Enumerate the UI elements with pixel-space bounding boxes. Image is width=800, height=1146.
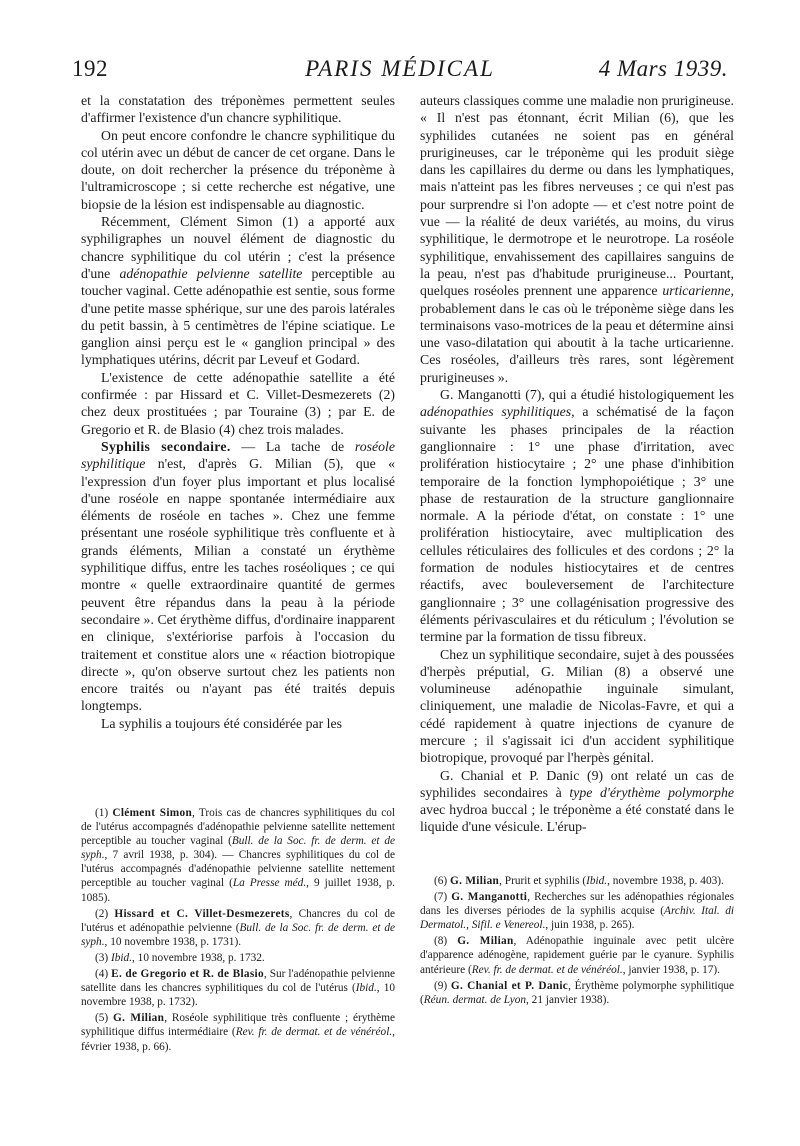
text-run: n'est, d'après G. Milian (5), que « l'expression d'un foyer plus important et plus localisé d'une roséole en nappe spontanée intermédiaire aux éléments de roséole en taches ». Chez une femme présentant une roséole syphilitique très confluente et à grands éléments, Milian a constaté un érythème syphilitique diffus, entre les taches roséoliques ; ce qui montre « quelle extraordinaire quantité de germes peuvent être répandus dans la peau à la période secondaire ». Cet érythème diffus, d'ordinaire inapparent en clinique, s'extériorise parfois à l'occasion du traitement et constitue alors une « réaction biotropique directe », qu'on observe surtout chez les patients non encore traités ou n'ayant pas été traités depuis longtemps. [81, 456, 395, 714]
text-run: , a schématisé de la façon suivante les phases principales de la réaction ganglionnaire : 1° une phase d'irritation, avec prolifération histiocytaire ; 2° une phase d'inhibition temporaire de la fonction lymphopoiétique ; 3° une phase de restauration de la structure ganglionnaire normale. A la période d'état, on constate : 1° une prolifération histiocytaire, avec multiplication des cellules réticulaires des follicules et des cordons ; 2° la formation de nodules histiocytaires et de centres réactifs, avec bouleversement de l'architecture ganglionnaire ; 3° une collagénisation progressive des éléments périvasculaires et du réticulum ; l'évolution se termine par la formation de tissu fibreux. [420, 404, 734, 645]
text-run: La syphilis a toujours été considérée par les [101, 715, 342, 731]
section-heading: Syphilis secondaire. [101, 438, 231, 454]
footnote [420, 934, 734, 976]
text-run: , probablement dans le cas où le tréponème siège dans les terminaisons vaso-motrices de la peau et détermine ainsi une vaso-dilatation qui aboutit à la tache urticarienne. Ces roséoles, d'ailleurs très rares, sont légèrement prurigineuses ». [420, 283, 734, 385]
issue-date: 4 Mars 1939. [598, 56, 728, 81]
source-title: Ibid. [586, 875, 608, 887]
author-name: G. Milian [450, 875, 500, 887]
source-title: Réun. dermat. de Lyon [423, 993, 527, 1006]
text-run: On peut encore confondre le chancre syphilitique du col utérin avec un début de cancer de cet organe. Dans le doute, on doit rechercher la présence du tréponème à l'ultramicroscope ; si cette recherche est négative, une biopsie de la lésion est indispensable au diagnostic. [81, 127, 395, 212]
text-run: , 7 avril 1938, p. 304). — Chancres syphilitiques du col de l'utérus accompagnés d'adénopathie pelvienne satellite nettement perceptible au toucher vaginal ( [81, 849, 395, 890]
text-run: , 10 novembre 1938, p. 1731). [104, 935, 242, 948]
text-run: , Chancres du col de l'utérus et adénopathie pelvienne ( [81, 907, 395, 934]
footnotes-left [81, 806, 395, 1056]
text-run: Chez un syphilitique secondaire, sujet à des poussées d'herpès préputial, G. Milian (8) a observé une volumineuse adénopathie inguinale simulant, cliniquement, une maladie de Nicolas-Favre, et qui a cédé rapidement à quatre injections de cyanure de mercure ; il s'agissait ici d'un accident syphilitique biotropique, provoqué par l'herpès génital. [420, 646, 734, 766]
paragraph [420, 92, 734, 386]
emphasis: type d'érythème polymorphe [569, 784, 734, 800]
footnote-number: (9) [434, 979, 451, 992]
journal-title: PARIS MÉDICAL [305, 56, 495, 81]
running-header [72, 56, 728, 84]
text-run: , 10 novembre 1938, p. 1732. [132, 951, 265, 964]
paragraph [420, 646, 734, 767]
emphasis: adénopathie pelvienne satellite [119, 265, 303, 281]
footnote [81, 951, 395, 965]
footnote [81, 806, 395, 905]
emphasis: roséole syphilitique [81, 438, 395, 472]
footnote [81, 907, 395, 949]
text-run: , novembre 1938, p. 403). [607, 875, 724, 887]
author-name: Hissard et C. Villet-Desmezerets [114, 907, 290, 920]
source-title: Bull. de la Soc. fr. de derm. et de syph. [81, 835, 395, 862]
author-name: Clément Simon [112, 807, 193, 819]
author-name: E. de Gregorio et R. de Blasio [111, 968, 264, 981]
source-title: Archiv. Ital. di Dermatol., Sifil. e Venereol. [420, 905, 734, 932]
source-title: La Presse méd. [232, 877, 307, 890]
paragraph [81, 369, 395, 438]
text-run: , 21 janvier 1938). [526, 993, 610, 1006]
footnote-number: (6) [434, 875, 450, 887]
author-name: G. Milian [113, 1012, 165, 1025]
source-title: Rev. fr. de dermat. et de vénéréol. [471, 963, 623, 976]
paragraph [81, 715, 395, 732]
text-run: , Sur l'adénopathie pelvienne satellite dans les chancres syphilitiques du col de l'utérus ( [81, 968, 396, 995]
text-run: G. Chanial et P. Danic (9) ont relaté un cas de syphilides secondaires à [420, 767, 734, 800]
footnote-number: (4) [95, 968, 112, 981]
footnote-number: (3) [95, 951, 111, 964]
text-run: , Recherches sur les adénopathies régionales dans les diverses périodes de la syphilis acquise ( [420, 891, 734, 918]
text-run: avec hydroa buccal ; le tréponème a été constaté dans le liquide d'une vésicule. L'érup- [420, 802, 734, 835]
text-run: et la constatation des tréponèmes permettent seules d'affirmer l'existence d'un chancre syphilitique. [81, 93, 395, 126]
text-run: , 9 juillet 1938, p. 1085). [81, 877, 395, 904]
footnote [420, 874, 734, 888]
author-name: G. Manganotti [451, 891, 528, 904]
text-run: , Trois cas de chancres syphilitiques du col de l'utérus accompagnés d'adénopathie pelvienne satellite nettement perceptible au toucher vaginal ( [81, 807, 395, 848]
footnote-number: (7) [434, 891, 452, 904]
author-name: G. Chanial et P. Danic [450, 979, 569, 992]
footnotes-right [420, 874, 734, 1009]
text-run: , Roséole syphilitique très confluente ; érythème syphilitique diffus intermédiaire ( [81, 1012, 395, 1039]
right-column [420, 92, 734, 836]
text-run: , juin 1938, p. 265). [545, 919, 635, 932]
text-run: perceptible au toucher vaginal. Cette adénopathie est sentie, sous forme d'une petite masse sphérique, sur une des parois latérales du petit bassin, à 5 centimètres de l'épine sciatique. Le ganglion ainsi perçu est le « ganglion principal » des lymphatiques utérins, décrit par Leveuf et Godard. [81, 265, 395, 368]
emphasis: adénopathies syphilitiques [420, 404, 572, 420]
footnote [81, 967, 395, 1009]
paragraph [420, 386, 734, 645]
text-run: , janvier 1938, p. 17). [622, 963, 721, 976]
text-run: , 10 novembre 1938, p. 1732). [81, 982, 395, 1009]
footnote [420, 979, 734, 1007]
text-run: , février 1938, p. 66). [81, 1026, 395, 1053]
text-run: G. Manganotti (7), qui a étudié histologiquement les [440, 387, 734, 403]
source-title: Ibid. [111, 951, 133, 964]
left-column [81, 92, 395, 732]
source-title: Rev. fr. de dermat. et de vénéréol. [235, 1026, 393, 1039]
footnote [420, 890, 734, 932]
source-title: Ibid. [355, 982, 377, 995]
text-run: , Prurit et syphilis ( [499, 875, 587, 887]
text-run: auteurs classiques comme une maladie non prurigineuse. « Il n'est pas étonnant, écrit Milian (6), que les syphilides cutanées ne soient pas en général prurigineuses, car le tréponème qui les produit siège dans les capillaires du derme ou dans les lymphatiques, mais n'atteint pas les fibres nerveuses ; ce qui n'est pas pour surprendre si l'on adopte — et c'est notre point de vue — la réalité de deux variétés, au moins, du virus syphilitique, le dermotrope et le neurotrope. La roséole syphilitique, envahissement des capillaires sanguins de la peau, n'est pas d'habitude prurigineuse... Pourtant, quelques roséoles prennent une apparence [420, 93, 734, 299]
footnote-number: (8) [434, 935, 458, 948]
text-run: , Adénopathie inguinale avec petit ulcère d'apparence adénogène, rapidement guérie par le cyanure. Syphilis antérieure ( [420, 935, 734, 976]
footnote [81, 1011, 395, 1053]
author-name: G. Milian [457, 935, 514, 948]
emphasis: urticarienne [662, 283, 731, 299]
paragraph [81, 213, 395, 369]
paragraph [420, 767, 734, 836]
paragraph [81, 92, 395, 127]
paragraph [81, 127, 395, 213]
footnote-number: (1) [95, 807, 113, 819]
page-number: 192 [72, 56, 108, 81]
text-run: L'existence de cette adénopathie satellite a été confirmée : par Hissard et C. Villet-Desmezerets (2) chez deux prostituées ; par Touraine (3) ; par E. de Gregorio et R. de Blasio (4) chez trois malades. [81, 369, 395, 437]
footnote-number: (2) [95, 907, 115, 920]
footnote-number: (5) [95, 1012, 114, 1025]
paragraph [81, 438, 395, 715]
text-run: — La tache de [230, 438, 355, 454]
source-title: Bull. de la Soc. fr. de derm. et de syph. [81, 921, 395, 948]
text-run: Récemment, Clément Simon (1) a apporté aux syphiligraphes un nouvel élément de diagnostic du chancre syphilitique du col utérin ; c'est la présence d'une [81, 214, 395, 281]
text-run: , Érythème polymorphe syphilitique ( [420, 979, 735, 1006]
